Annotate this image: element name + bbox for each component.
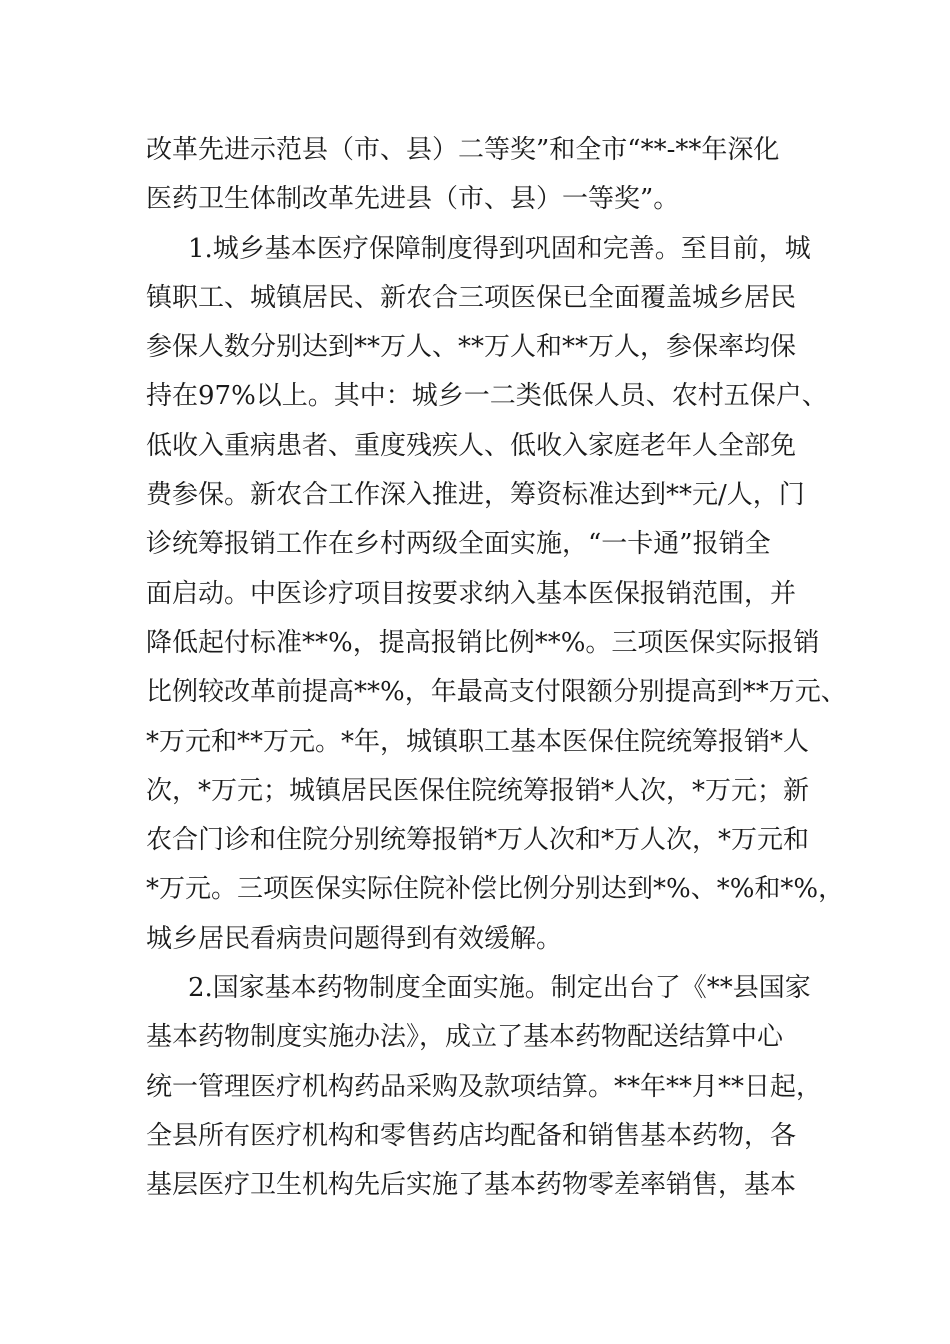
text-line: *万元和**万元。*年，城镇职工基本医保住院统筹报销*人 [146, 726, 810, 757]
text-line: *万元。三项医保实际住院补偿比例分别达到*%、*%和*%， [146, 874, 845, 905]
text-line: 降低起付标准**%，提高报销比例**%。三项医保实际报销 [146, 627, 820, 658]
text-line: 城乡居民看病贵问题得到有效缓解。 [146, 923, 563, 954]
text-line: 基层医疗卫生机构先后实施了基本药物零差率销售，基本 [146, 1170, 797, 1201]
text-line: 农合门诊和住院分别统筹报销*万人次和*万人次，*万元和 [146, 825, 810, 856]
text-line: 全县所有医疗机构和零售药店均配备和销售基本药物，各 [146, 1120, 797, 1151]
text-line: 比例较改革前提高**%，年最高支付限额分别提高到**万元、 [146, 677, 847, 708]
text-line: 费参保。新农合工作深入推进，筹资标准达到**元/人，门 [146, 480, 805, 511]
text-line: 次，*万元；城镇居民医保住院统筹报销*人次，*万元；新 [146, 775, 810, 806]
text-line: 改革先进示范县（市、县）二等奖”和全市“**-**年深化 [146, 135, 780, 165]
text-line: 镇职工、城镇居民、新农合三项医保已全面覆盖城乡居民 [146, 282, 797, 313]
body-text [146, 126, 847, 1211]
text-line: 持在97%以上。其中：城乡一二类低保人员、农村五保户、 [146, 381, 828, 412]
text-line: 低收入重病患者、重度残疾人、低收入家庭老年人全部免 [146, 430, 797, 461]
text-line: 诊统筹报销工作在乡村两级全面实施，“一卡通”报销全 [146, 529, 771, 560]
section-heading-line: 2.国家基本药物制度全面实施。制定出台了《**县国家 [188, 973, 811, 1004]
text-line: 基本药物制度实施办法》，成立了基本药物配送结算中心 [146, 1022, 784, 1053]
text-line: 医药卫生体制改革先进县（市、县）一等奖”。 [146, 184, 680, 215]
text-line: 参保人数分别达到**万人、**万人和**万人，参保率均保 [146, 332, 797, 363]
text-line: 面启动。中医诊疗项目按要求纳入基本医保报销范围，并 [146, 578, 797, 609]
section-heading-line: 1.城乡基本医疗保障制度得到巩固和完善。至目前，城 [188, 233, 811, 264]
text-line: 统一管理医疗机构药品采购及款项结算。**年**月**日起， [146, 1071, 823, 1102]
